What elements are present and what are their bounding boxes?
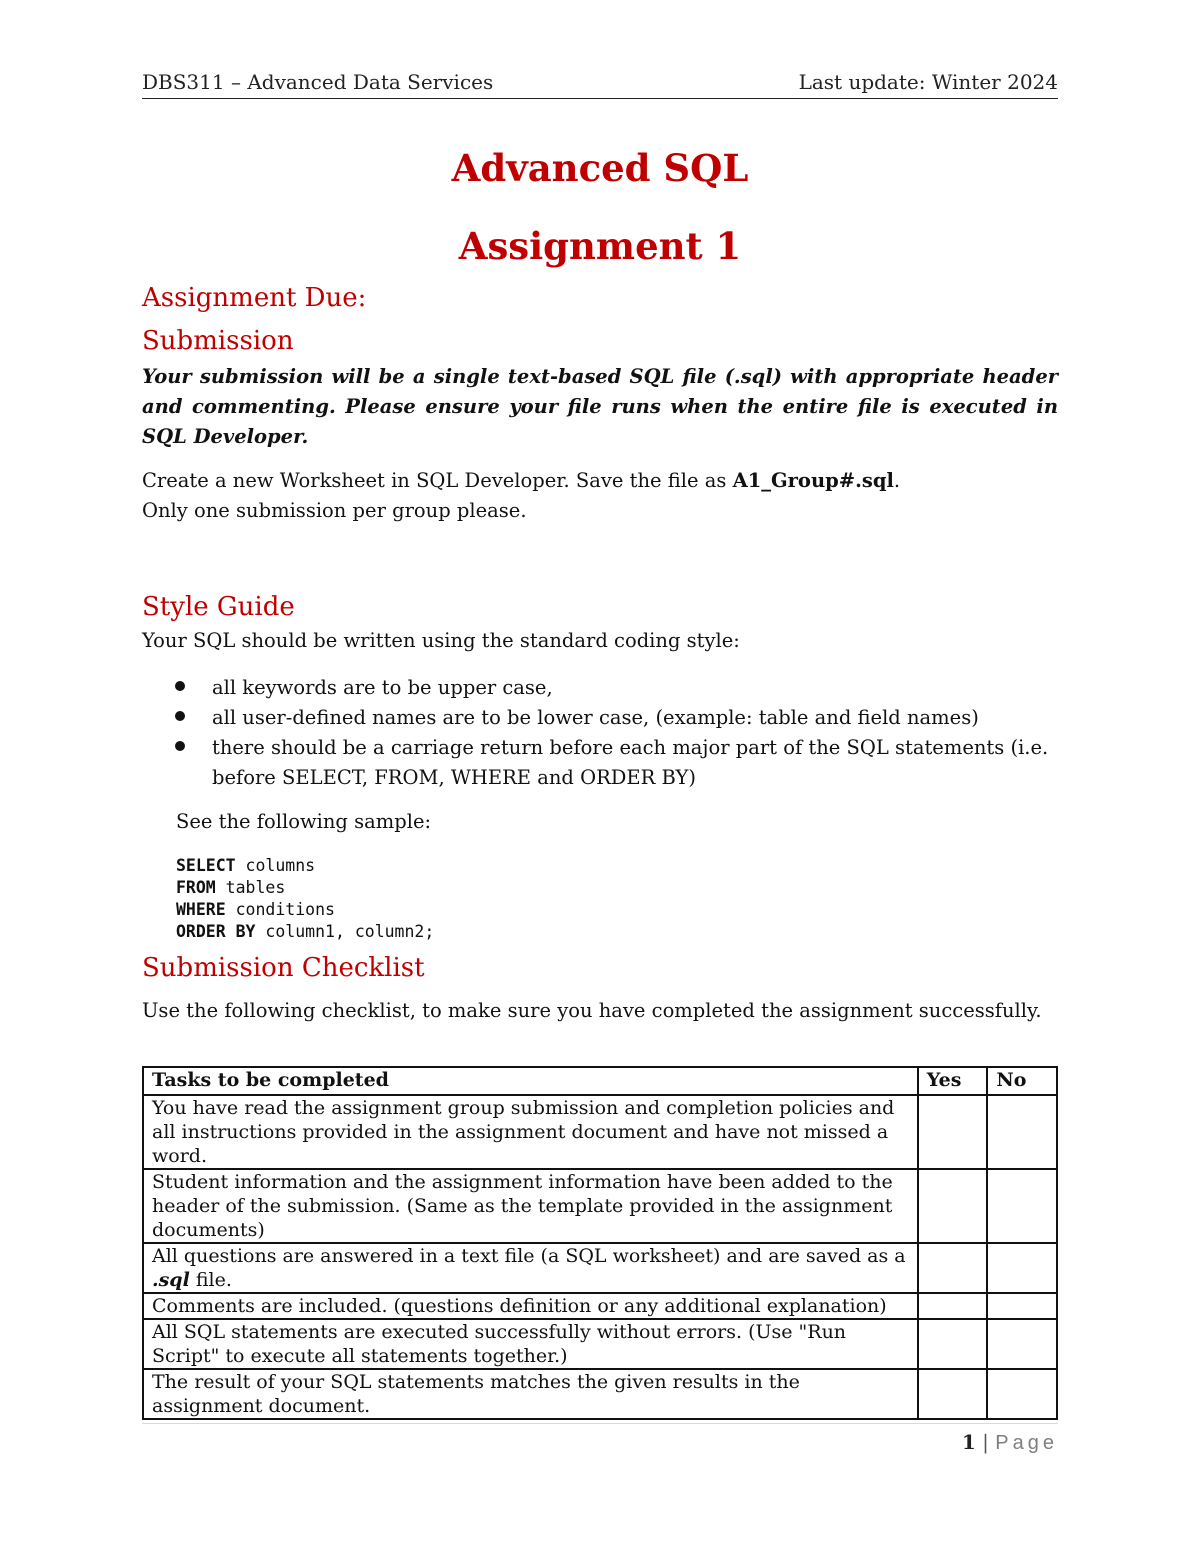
- code-text: tables: [215, 878, 286, 897]
- footer-separator: |: [982, 1430, 989, 1454]
- no-checkbox-cell[interactable]: [987, 1169, 1057, 1243]
- table-header-row: [143, 1067, 1057, 1095]
- column-header-no: No: [987, 1067, 1057, 1095]
- page-footer: [962, 1430, 1058, 1455]
- table-row: [143, 1169, 1057, 1243]
- no-checkbox-cell[interactable]: [987, 1369, 1057, 1419]
- checklist-table: [142, 1066, 1058, 1420]
- code-keyword: ORDER BY: [176, 922, 256, 941]
- bullet-icon: [175, 681, 185, 691]
- page-number: 1: [961, 1430, 976, 1454]
- list-item-text: all keywords are to be upper case,: [212, 676, 553, 699]
- task-cell: You have read the assignment group submission and completion policies and all instructions provided in the assignment document and have not missed a word.: [143, 1095, 918, 1169]
- document-subtitle: Assignment 1: [458, 224, 742, 268]
- code-line: [176, 877, 434, 899]
- task-cell: Student information and the assignment information have been added to the header of the submission. (Same as the template provided in the assignment documents): [143, 1169, 918, 1243]
- list-item-text: there should be a carriage return before each major part of the SQL statements (i.e. before SELECT, FROM, WHERE and ORDER BY): [212, 736, 1049, 789]
- task-cell: [143, 1243, 918, 1293]
- header-course: DBS311 – Advanced Data Services: [142, 70, 494, 94]
- code-text: conditions: [225, 900, 335, 919]
- code-line: [176, 855, 434, 877]
- style-guide-intro: Your SQL should be written using the standard coding style:: [142, 629, 740, 652]
- yes-checkbox-cell[interactable]: [918, 1293, 988, 1319]
- page-header: [142, 70, 1058, 99]
- task-text: All questions are answered in a text file (a SQL worksheet) and are saved as a: [152, 1245, 906, 1267]
- yes-checkbox-cell[interactable]: [918, 1369, 988, 1419]
- column-header-yes: Yes: [918, 1067, 988, 1095]
- code-line: [176, 899, 434, 921]
- submission-note: Your submission will be a single text-based SQL file (.sql) with appropriate header and commenting. Please ensure your file runs when the entire file is executed in SQL Developer.: [142, 365, 1058, 448]
- no-checkbox-cell[interactable]: [987, 1319, 1057, 1369]
- no-checkbox-cell[interactable]: [987, 1095, 1057, 1169]
- document-title: Advanced SQL: [451, 146, 749, 190]
- code-keyword: SELECT: [176, 856, 236, 875]
- table-row: [143, 1243, 1057, 1293]
- yes-checkbox-cell[interactable]: [918, 1319, 988, 1369]
- submission-heading: Submission: [142, 326, 294, 356]
- yes-checkbox-cell[interactable]: [918, 1169, 988, 1243]
- checklist-intro: Use the following checklist, to make sure you have completed the assignment successfully.: [142, 999, 1042, 1022]
- list-item-text: all user-defined names are to be lower case, (example: table and field names): [212, 706, 979, 729]
- table-row: [143, 1319, 1057, 1369]
- table-row: [143, 1369, 1057, 1419]
- sql-extension: .sql: [152, 1269, 190, 1291]
- task-text-tail: file.: [189, 1269, 232, 1291]
- filename: A1_Group#.sql: [732, 469, 894, 492]
- yes-checkbox-cell[interactable]: [918, 1243, 988, 1293]
- code-sample: [176, 855, 434, 943]
- task-cell: The result of your SQL statements matches the given results in the assignment document.: [143, 1369, 918, 1419]
- code-keyword: WHERE: [176, 900, 226, 919]
- style-guide-heading: Style Guide: [142, 592, 295, 622]
- footer-divider: [142, 1423, 1058, 1424]
- code-line: [176, 921, 434, 943]
- table-row: [143, 1095, 1057, 1169]
- list-item: [142, 703, 1058, 733]
- instruction-period: .: [893, 469, 901, 492]
- no-checkbox-cell[interactable]: [987, 1243, 1057, 1293]
- list-item: [142, 733, 1058, 793]
- sample-intro: See the following sample:: [176, 810, 432, 833]
- one-submission-text: Only one submission per group please.: [142, 499, 527, 522]
- list-item: [142, 673, 1058, 703]
- bullet-icon: [175, 741, 185, 751]
- yes-checkbox-cell[interactable]: [918, 1095, 988, 1169]
- style-guide-list: [142, 673, 1058, 793]
- submission-instructions: [142, 466, 1058, 526]
- code-text: columns: [235, 856, 316, 875]
- page-label: Page: [995, 1432, 1058, 1454]
- due-heading: Assignment Due:: [142, 283, 367, 313]
- checklist-heading: Submission Checklist: [142, 953, 425, 983]
- table-row: [143, 1293, 1057, 1319]
- instruction-text: Create a new Worksheet in SQL Developer. Save the file as: [142, 469, 733, 492]
- bullet-icon: [175, 711, 185, 721]
- task-cell: Comments are included. (questions definition or any additional explanation): [143, 1293, 918, 1319]
- task-cell: All SQL statements are executed successfully without errors. (Use "Run Script" to execute all statements together.): [143, 1319, 918, 1369]
- column-header-tasks: Tasks to be completed: [143, 1067, 918, 1095]
- header-updated: Last update: Winter 2024: [798, 70, 1058, 94]
- code-text: column1, column2;: [255, 922, 435, 941]
- no-checkbox-cell[interactable]: [987, 1293, 1057, 1319]
- code-keyword: FROM: [176, 878, 216, 897]
